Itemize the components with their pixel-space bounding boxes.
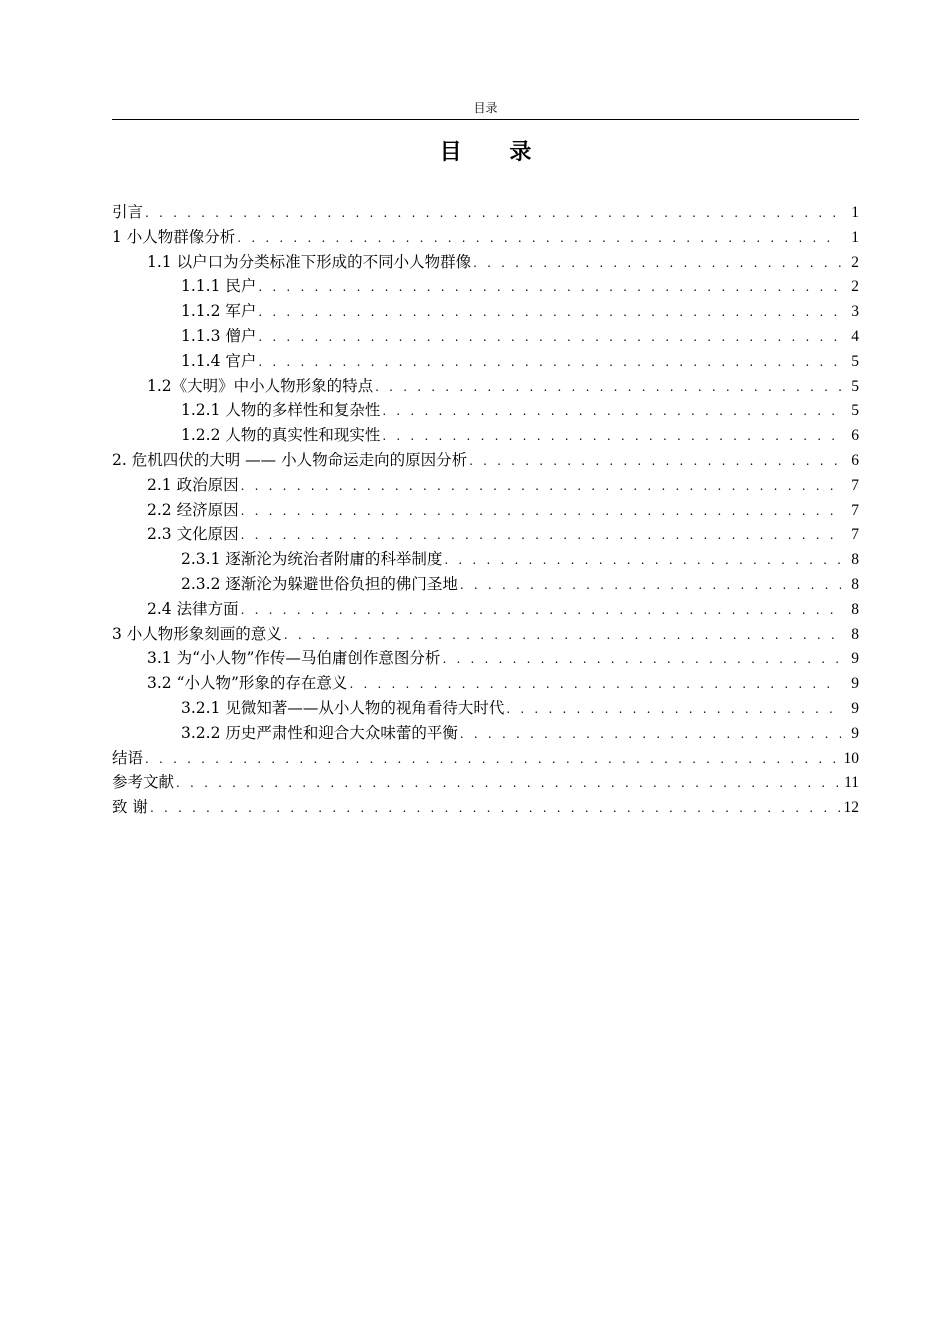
toc-entry-page: 6 (851, 451, 859, 469)
toc-entry-label: 2.1 政治原因 (147, 475, 239, 494)
toc-entry[interactable] (112, 770, 859, 795)
toc-entry[interactable] (112, 324, 859, 349)
toc-entry-page: 6 (851, 427, 859, 445)
toc-entry-page: 9 (851, 724, 859, 742)
dot-leader (284, 623, 841, 647)
toc-entry[interactable] (112, 671, 859, 696)
dot-leader (176, 771, 840, 795)
toc-entry-page: 9 (851, 650, 859, 668)
dot-leader (460, 722, 841, 746)
toc-entry[interactable] (112, 795, 859, 820)
dot-leader (382, 424, 841, 448)
toc-entry-page: 3 (851, 303, 859, 321)
dot-leader (258, 350, 841, 374)
toc-entry[interactable] (112, 349, 859, 374)
toc-entry-page: 2 (851, 253, 859, 271)
toc-entry-label: 3.2 “小人物”形象的存在意义 (147, 674, 348, 693)
toc-entry-label: 1.1.1 民户 (181, 277, 257, 296)
toc-entry-label: 参考文献 (112, 773, 175, 792)
toc-entry-label: 致 谢 (112, 798, 148, 817)
toc-entry[interactable] (112, 299, 859, 324)
page-title: 目 录 (439, 140, 552, 165)
dot-leader (460, 573, 841, 597)
toc-entry-page: 10 (843, 749, 859, 767)
dot-leader (506, 697, 841, 721)
toc-entry-page: 8 (851, 575, 859, 593)
toc-entry-label: 1.2.1 人物的多样性和复杂性 (181, 401, 381, 420)
dot-leader (241, 499, 841, 523)
toc-entry-page: 9 (851, 699, 859, 717)
dot-leader (241, 598, 841, 622)
toc-entry-page: 7 (851, 501, 859, 519)
toc-entry[interactable] (112, 547, 859, 572)
toc-entry-label: 2.2 经济原因 (147, 500, 239, 519)
header-rule (112, 119, 859, 120)
toc-entry-label: 2.3.1 逐渐沦为统治者附庸的科举制度 (181, 550, 443, 569)
toc-entry[interactable] (112, 646, 859, 671)
toc-entry[interactable] (112, 473, 859, 498)
toc-entry[interactable] (112, 572, 859, 597)
toc-entry-page: 1 (851, 204, 859, 221)
toc-entry-label: 1.1.4 官户 (181, 351, 257, 370)
toc-entry[interactable] (112, 200, 859, 225)
dot-leader (145, 747, 839, 771)
toc-entry-page: 8 (851, 600, 859, 618)
toc-entry[interactable] (112, 423, 859, 448)
toc-entry[interactable] (112, 225, 859, 250)
page-header: 目录 (473, 101, 498, 115)
toc-entry-page: 5 (851, 352, 859, 370)
toc-entry-page: 7 (851, 476, 859, 494)
dot-leader (444, 548, 841, 572)
toc-entry[interactable] (112, 398, 859, 423)
dot-leader (349, 672, 841, 696)
toc-entry[interactable] (112, 498, 859, 523)
toc-entry[interactable] (112, 250, 859, 275)
dot-leader (258, 275, 841, 299)
toc-entry-page: 5 (851, 402, 859, 420)
toc-entry-page: 4 (851, 327, 859, 345)
dot-leader (469, 449, 841, 473)
dot-leader (145, 201, 841, 225)
toc-entry-label: 1.2.2 人物的真实性和现实性 (181, 426, 381, 445)
toc-entry[interactable] (112, 696, 859, 721)
toc-entry-page: 2 (851, 278, 859, 296)
dot-leader (442, 647, 841, 671)
toc-entry-label: 3.2.1 见微知著——从小人物的视角看待大时代 (181, 698, 505, 717)
toc-entry[interactable] (112, 522, 859, 547)
toc-entry-label: 1.1 以户口为分类标准下形成的不同小人物群像 (147, 252, 472, 271)
toc-entry[interactable] (112, 374, 859, 399)
toc-entry[interactable] (112, 622, 859, 647)
toc-entry-label: 1.1.3 僧户 (181, 326, 257, 345)
toc-entry-label: 1.1.2 军户 (181, 302, 257, 321)
toc-entry-label: 2.3 文化原因 (147, 525, 239, 544)
dot-leader (258, 300, 841, 324)
toc-entry-label: 1 小人物群像分析 (112, 227, 236, 246)
toc-entry-page: 8 (851, 625, 859, 643)
toc-entry-label: 2.3.2 逐渐沦为躲避世俗负担的佛门圣地 (181, 574, 458, 593)
toc-entry-page: 7 (851, 526, 859, 544)
toc-entry-label: 1.2《大明》中小人物形象的特点 (147, 376, 374, 395)
toc-entry[interactable] (112, 274, 859, 299)
toc-entry-page: 5 (851, 377, 859, 395)
toc-entry[interactable] (112, 746, 859, 771)
toc-entry-label: 2. 危机四伏的大明 —— 小人物命运走向的原因分析 (112, 450, 468, 469)
dot-leader (382, 399, 841, 423)
dot-leader (237, 226, 841, 250)
dot-leader (473, 251, 841, 275)
toc-entry-label: 引言 (112, 203, 144, 221)
dot-leader (241, 474, 841, 498)
toc-entry-label: 2.4 法律方面 (147, 599, 239, 618)
dot-leader (375, 375, 841, 399)
table-of-contents (112, 200, 859, 820)
toc-entry-label: 3.2.2 历史严肃性和迎合大众味蕾的平衡 (181, 723, 458, 742)
toc-entry-page: 1 (851, 228, 859, 246)
toc-entry[interactable] (112, 448, 859, 473)
toc-entry[interactable] (112, 721, 859, 746)
toc-entry-page: 8 (851, 551, 859, 569)
toc-entry-page: 11 (844, 774, 859, 792)
dot-leader (150, 796, 840, 820)
toc-entry-label: 3 小人物形象刻画的意义 (112, 624, 282, 643)
dot-leader (258, 325, 841, 349)
toc-entry-label: 结语 (112, 748, 144, 767)
toc-entry[interactable] (112, 597, 859, 622)
dot-leader (241, 523, 841, 547)
toc-entry-label: 3.1 为“小人物”作传—马伯庸创作意图分析 (147, 649, 441, 668)
toc-entry-page: 12 (843, 799, 859, 817)
toc-entry-page: 9 (851, 675, 859, 693)
